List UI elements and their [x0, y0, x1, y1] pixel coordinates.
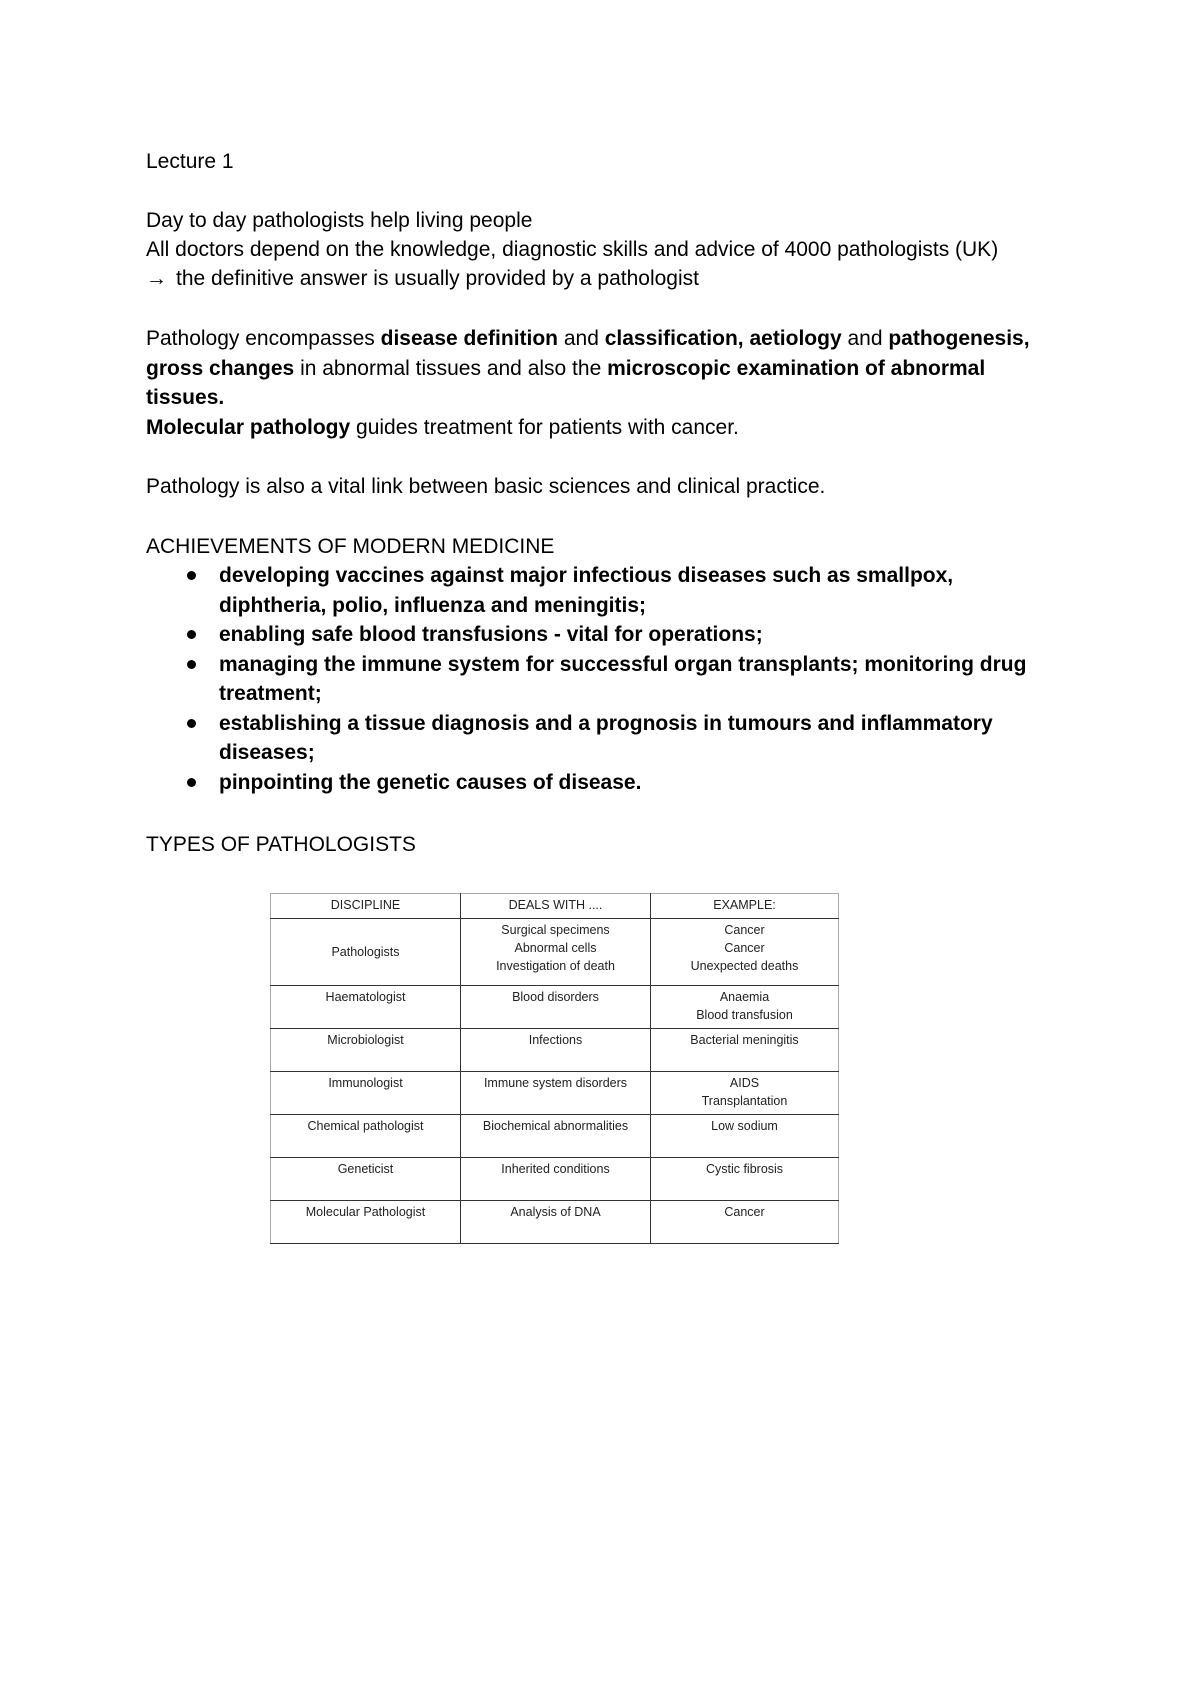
list-item [146, 709, 1046, 768]
intro-line-1: Day to day pathologists help living people [146, 209, 533, 232]
para-bold-2: classification, aetiology [604, 327, 842, 350]
cell-deals: Immune system disorders [461, 1072, 651, 1115]
molecular-bold: Molecular pathology [146, 416, 351, 439]
types-table [270, 893, 839, 1244]
list-item-text: enabling safe blood transfusions - vital for operations; [219, 623, 763, 646]
list-item-text: pinpointing the genetic causes of disease. [219, 770, 642, 794]
intro-line-2: All doctors depend on the knowledge, diagnostic skills and advice of 4000 pathologists (UK) [146, 238, 999, 261]
cell-example [651, 919, 839, 986]
achievements-list [146, 561, 1046, 797]
table-row [271, 919, 839, 986]
table-row [271, 1201, 839, 1244]
list-item [146, 561, 1046, 620]
intro-line-3-text: the definitive answer is usually provided by a pathologist [176, 267, 699, 290]
cell-deals: Analysis of DNA [461, 1201, 651, 1244]
para-bold-1: disease definition [380, 327, 559, 350]
cell-line: Investigation of death [496, 959, 615, 973]
list-item-text: managing the immune system for successful organ transplants; monitoring drug treatment; [219, 652, 1027, 705]
molecular-rest: guides treatment for patients with cancer. [350, 416, 739, 439]
header-discipline: DISCIPLINE [271, 894, 461, 919]
pathology-paragraph [146, 324, 1046, 413]
lecture-title: Lecture 1 [146, 150, 234, 173]
bullet-icon [187, 719, 196, 728]
cell-line: Abnormal cells [514, 941, 597, 955]
cell-discipline: Molecular Pathologist [271, 1201, 461, 1244]
cell-deals [461, 919, 651, 986]
cell-deals: Blood disorders [461, 986, 651, 1029]
bullet-icon [187, 571, 196, 580]
cell-example [651, 1072, 839, 1115]
achievements-heading: ACHIEVEMENTS OF MODERN MEDICINE [146, 535, 555, 558]
para-text-2: and [558, 327, 605, 350]
types-heading: TYPES OF PATHOLOGISTS [146, 833, 416, 856]
cell-line: Surgical specimens [501, 923, 610, 937]
table-row [271, 986, 839, 1029]
para-bold-4: microscopic examination of abnormal tissues. [146, 356, 986, 409]
table-row [271, 1072, 839, 1115]
para-bold-3: pathogenesis, gross changes [146, 327, 1030, 380]
cell-example: Bacterial meningitis [651, 1029, 839, 1072]
cell-discipline: Immunologist [271, 1072, 461, 1115]
para-text-4: in abnormal tissues and also the [294, 356, 608, 380]
cell-example: Low sodium [651, 1115, 839, 1158]
cell-deals: Infections [461, 1029, 651, 1072]
table-row [271, 1115, 839, 1158]
cell-discipline: Chemical pathologist [271, 1115, 461, 1158]
bullet-icon [187, 630, 196, 639]
header-example: EXAMPLE: [651, 894, 839, 919]
cell-example: Cystic fibrosis [651, 1158, 839, 1201]
cell-line: Cancer [724, 923, 765, 937]
cell-discipline: Geneticist [271, 1158, 461, 1201]
header-deals-with: DEALS WITH .... [461, 894, 651, 919]
list-item [146, 620, 1046, 650]
cell-line: Cancer [724, 941, 765, 955]
cell-line: Anaemia [719, 990, 770, 1004]
list-item [146, 650, 1046, 709]
cell-example: Cancer [651, 1201, 839, 1244]
cell-line: Unexpected deaths [690, 959, 799, 973]
cell-line: AIDS [729, 1076, 760, 1090]
link-line: Pathology is also a vital link between basic sciences and clinical practice. [146, 475, 826, 498]
list-item-text: developing vaccines against major infectious diseases such as smallpox, diphtheria, polio, influenza and meningitis; [219, 564, 954, 617]
cell-discipline: Haematologist [271, 986, 461, 1029]
cell-deals: Inherited conditions [461, 1158, 651, 1201]
list-item-text: establishing a tissue diagnosis and a prognosis in tumours and inflammatory diseases; [219, 711, 993, 764]
list-item [146, 768, 1046, 798]
bullet-icon [187, 660, 196, 669]
table-header-row [271, 894, 839, 919]
intro-line-3 [146, 264, 699, 294]
cell-deals: Biochemical abnormalities [461, 1115, 651, 1158]
cell-discipline: Microbiologist [271, 1029, 461, 1072]
types-table-image [270, 893, 838, 1244]
table-row [271, 1029, 839, 1072]
para-text-1: Pathology encompasses [146, 327, 381, 350]
right-arrow-icon: → [146, 267, 167, 290]
cell-line: Blood transfusion [696, 1008, 793, 1022]
cell-example [651, 986, 839, 1029]
bullet-icon [187, 778, 196, 787]
molecular-line [146, 413, 739, 443]
table-row [271, 1158, 839, 1201]
cell-discipline: Pathologists [271, 919, 461, 986]
cell-line: Transplantation [701, 1094, 788, 1108]
para-text-3: and [841, 327, 889, 350]
